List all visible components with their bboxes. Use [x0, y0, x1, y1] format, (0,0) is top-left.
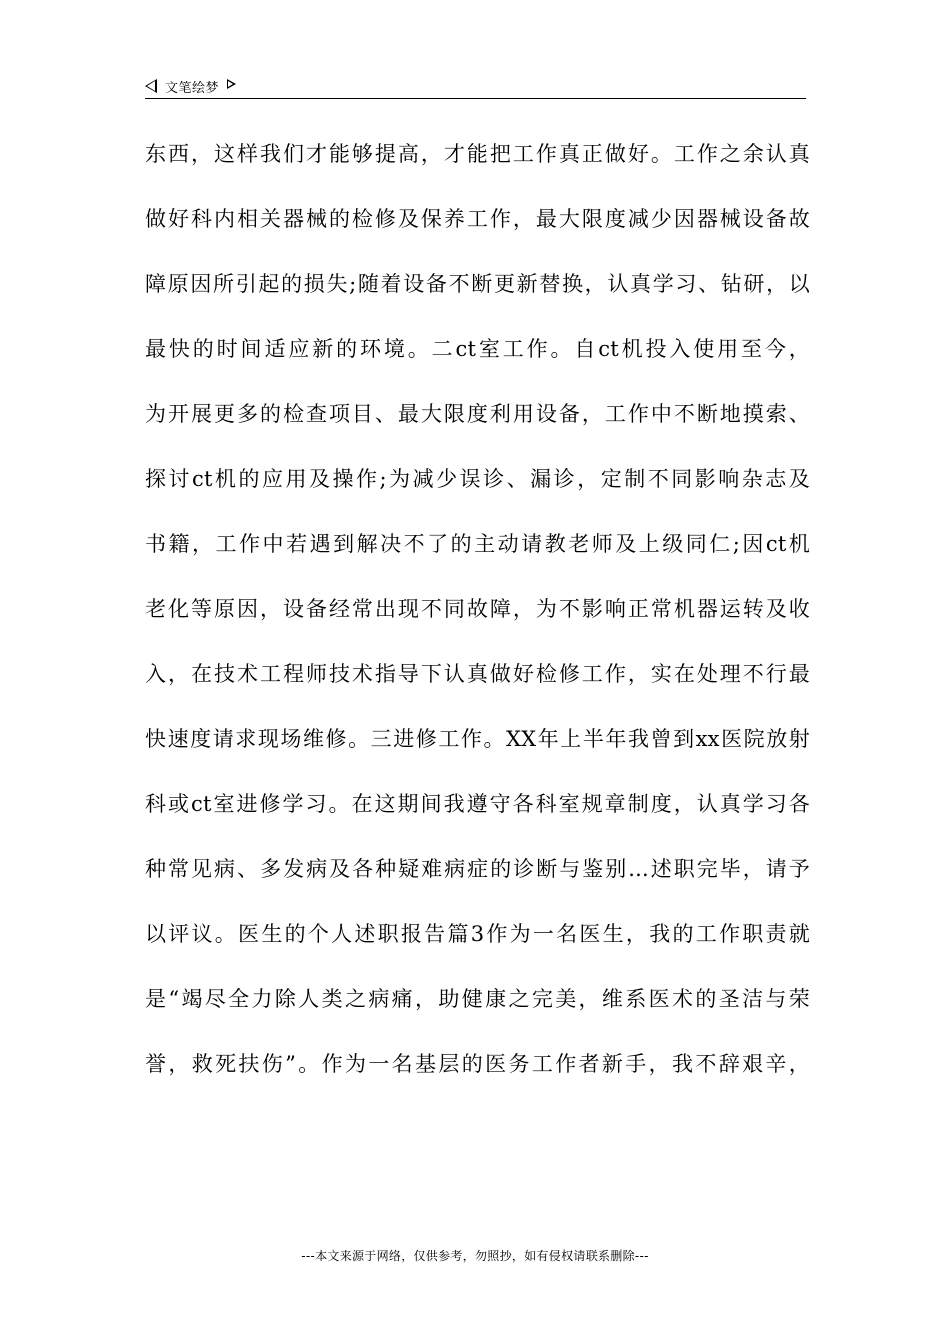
body-line: 障原因所引起的损失;随着设备不断更新替换，认真学习、钻研，以 [145, 272, 810, 296]
page-header [145, 74, 806, 98]
triangle-left-icon [145, 79, 157, 93]
body-line: 老化等原因，设备经常出现不同故障，为不影响正常机器运转及收 [145, 597, 810, 621]
body-line: 为开展更多的检查项目、最大限度利用设备，工作中不断地摸索、 [145, 402, 810, 426]
body-line: 东西，这样我们才能够提高，才能把工作真正做好。工作之余认真 [145, 142, 810, 166]
body-line: 做好科内相关器械的检修及保养工作，最大限度减少因器械设备故 [145, 207, 810, 231]
body-line: 以评议。医生的个人述职报告篇3作为一名医生，我的工作职责就 [145, 922, 810, 946]
body-line: 探讨ct机的应用及操作;为减少误诊、漏诊，定制不同影响杂志及 [145, 467, 810, 491]
header-divider [145, 98, 806, 99]
body-line: 最快的时间适应新的环境。二ct室工作。自ct机投入使用至今， [145, 337, 810, 361]
triangle-right-icon [227, 79, 236, 89]
body-line: 快速度请求现场维修。三进修工作。XX年上半年我曾到xx医院放射 [145, 727, 810, 751]
document-body [145, 132, 810, 1107]
body-line: 书籍，工作中若遇到解决不了的主动请教老师及上级同仁;因ct机 [145, 532, 810, 556]
footer-notice: ---本文来源于网络，仅供参考，勿照抄，如有侵权请联系删除--- [301, 1249, 649, 1263]
body-line: 是“竭尽全力除人类之病痛，助健康之完美，维系医术的圣洁与荣 [145, 987, 810, 1011]
body-line: 誉，救死扶伤”。作为一名基层的医务工作者新手，我不辞艰辛， [145, 1052, 810, 1076]
body-line: 种常见病、多发病及各种疑难病症的诊断与鉴别...述职完毕，请予 [145, 857, 810, 881]
body-line: 科或ct室进修学习。在这期间我遵守各科室规章制度，认真学习各 [145, 792, 810, 816]
header-brand: 文笔绘梦 [165, 80, 220, 96]
body-line: 入，在技术工程师技术指导下认真做好检修工作，实在处理不行最 [145, 662, 810, 686]
